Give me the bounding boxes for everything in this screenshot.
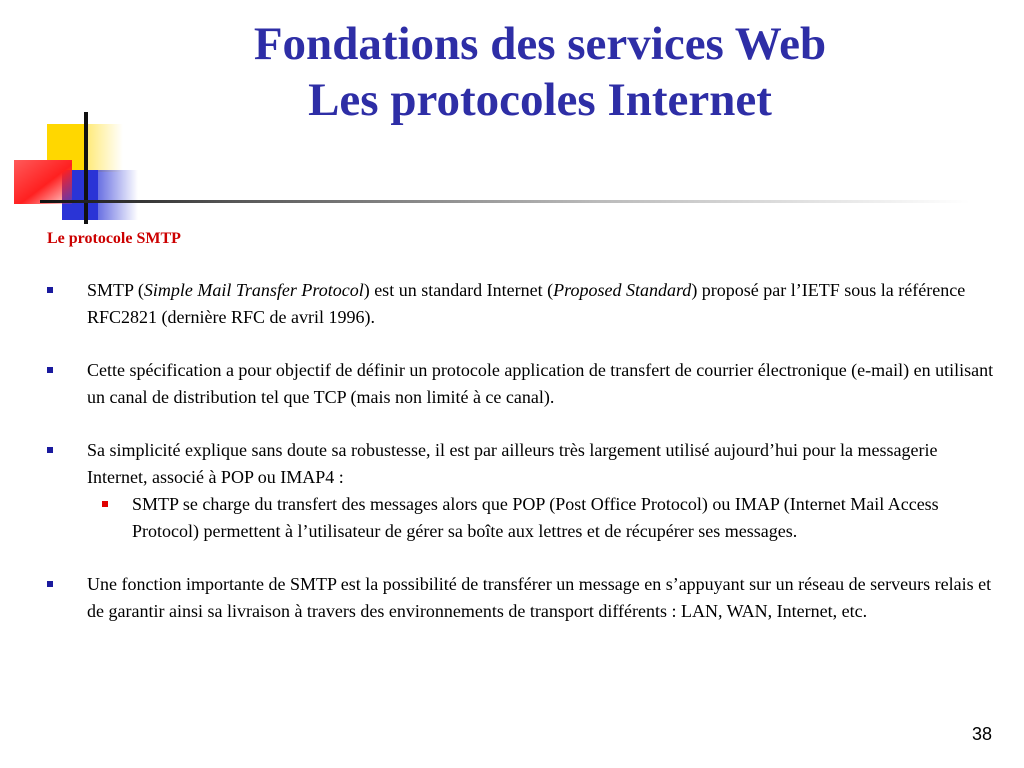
square-bullet-icon: [47, 367, 53, 373]
logo-blue-fade: [98, 170, 138, 220]
decorative-logo: [0, 0, 140, 230]
square-sub-bullet-icon: [102, 501, 108, 507]
slide-title-line-2: Les protocoles Internet: [308, 74, 772, 126]
bullet-text-italic: Proposed Standard: [553, 280, 692, 300]
bullet-text-part: SMTP (: [87, 280, 144, 300]
logo-red-square: [14, 160, 72, 204]
slide-title: [130, 16, 950, 128]
logo-yellow-fade: [85, 124, 123, 172]
bullet-text-part: ) proposé par l’IETF sous la référence RFC2821 (dernière RFC de avril 1996).: [87, 280, 966, 327]
square-bullet-icon: [47, 287, 53, 293]
title-divider: [40, 200, 970, 203]
bullet-text: Sa simplicité explique sans doute sa robustesse, il est par ailleurs très largement utilisé aujourd’hui pour la messagerie Internet, associé à POP ou IMAP4 :: [87, 440, 938, 487]
slide-content: [42, 277, 1002, 651]
bullet-text: Cette spécification a pour objectif de définir un protocole application de transfert de courrier électronique (e-mail) en utilisant un canal de distribution tel que TCP (mais non limité à ce canal).: [87, 360, 994, 407]
bullet-item: [42, 437, 1002, 491]
square-bullet-icon: [47, 581, 53, 587]
square-bullet-icon: [47, 447, 53, 453]
page-number: 38: [971, 724, 992, 744]
bullet-item: [42, 357, 1002, 411]
sub-bullet-item: [42, 491, 1002, 545]
bullet-text-italic: Simple Mail Transfer Protocol: [143, 280, 364, 300]
bullet-item: [42, 571, 1002, 625]
sub-bullet-text: SMTP se charge du transfert des messages alors que POP (Post Office Protocol) ou IMAP (Internet Mail Access Protocol) permettent à l’utilisateur de gérer sa boîte aux lettres et de récupérer ses messages.: [132, 494, 939, 541]
slide-title-line-1: Fondations des services Web: [253, 18, 827, 70]
section-title: Le protocole SMTP: [47, 230, 181, 247]
bullet-text: Une fonction importante de SMTP est la possibilité de transférer un message en s’appuyant sur un réseau de serveurs relais et de garantir ainsi sa livraison à travers des environnements de transport différents : LAN, WAN, Internet, etc.: [87, 574, 992, 621]
logo-vertical-line: [84, 112, 88, 224]
bullet-text-part: ) est un standard Internet (: [363, 280, 554, 300]
bullet-item: [42, 277, 1002, 331]
